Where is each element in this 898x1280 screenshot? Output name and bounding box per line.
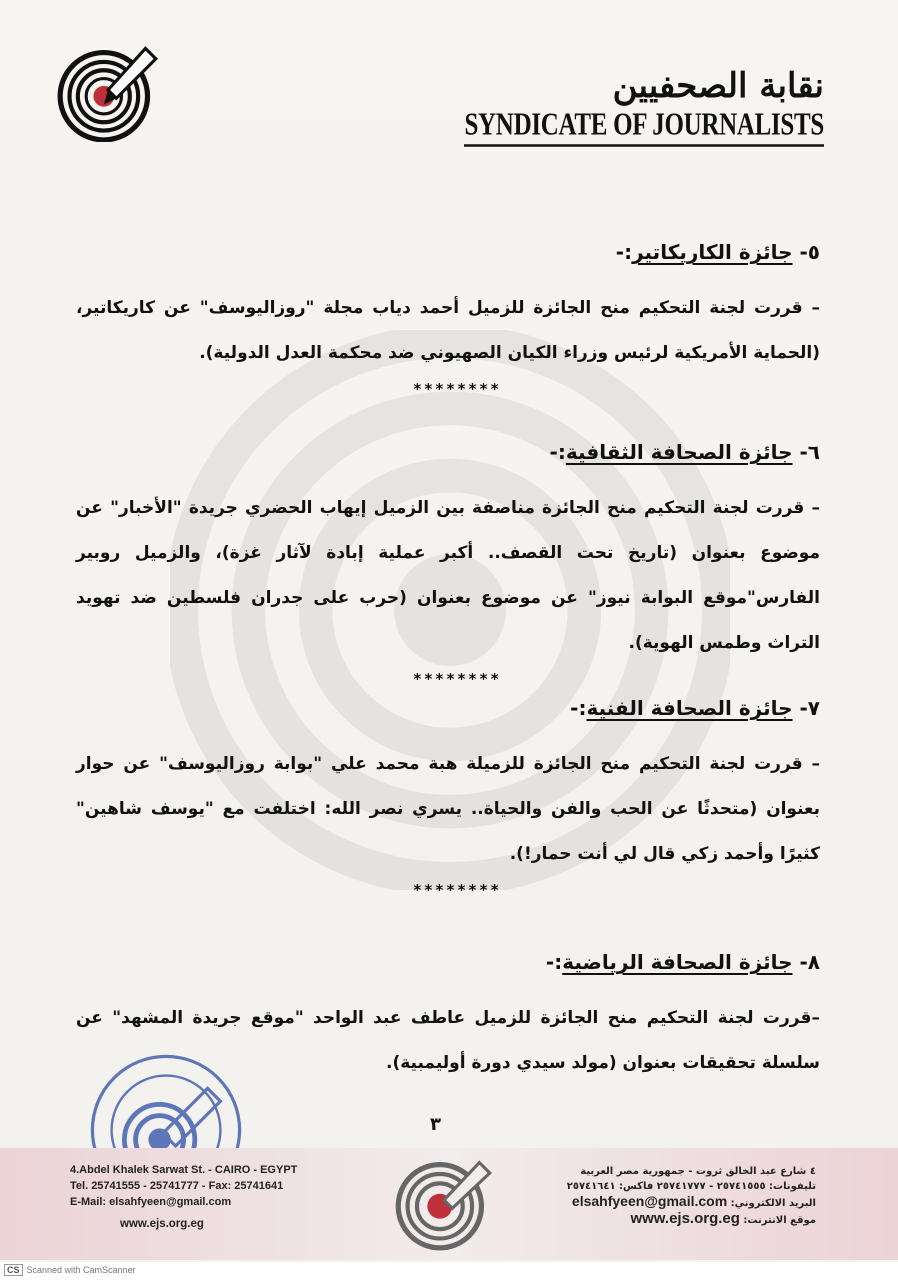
footer-address-ar: ٤ شارع عبد الخالق ثروت - جمهورية مصر العربية bbox=[580, 1166, 816, 1177]
footer-website[interactable]: www.ejs.org.eg bbox=[120, 1218, 204, 1230]
separator-stars: ******** bbox=[412, 881, 502, 899]
section-title: جائزة الصحافة الثقافية bbox=[565, 440, 793, 464]
section-title-suffix: :- bbox=[545, 950, 563, 974]
section-heading bbox=[76, 946, 820, 978]
syndicate-logo-icon bbox=[56, 38, 160, 142]
brand-arabic: نقابة الصحفيين bbox=[612, 66, 824, 106]
section-caricature bbox=[76, 236, 820, 398]
footer-phones-ar: تليفونات: ٢٥٧٤١٥٥٥ - ٢٥٧٤١٧٧٧ فاكس: ٢٥٧٤١٦٤١ bbox=[566, 1181, 816, 1192]
section-art-journalism bbox=[76, 692, 820, 899]
footer-contact-english bbox=[70, 1162, 297, 1232]
camscanner-icon: CS bbox=[4, 1264, 23, 1276]
section-heading bbox=[76, 436, 820, 468]
footer-address: 4.Abdel Khalek Sarwat St. - CAIRO - EGYPT bbox=[70, 1164, 298, 1176]
section-title: جائزة الصحافة الفنية bbox=[586, 696, 793, 720]
section-number: ٨- bbox=[792, 950, 820, 974]
section-paragraph: – قررت لجنة التحكيم منح الجائزة للزميلة هبة محمد علي "بوابة روزاليوسف" عن حوار بعنوان (متحدثًا عن الحب والفن والحياة.. يسري نصر الله: اختلفت مع "يوسف شاهين" كثيرًا وأحمد زكي قال لي أنت حمار!). bbox=[76, 754, 820, 864]
section-cultural-journalism bbox=[76, 436, 820, 688]
brand-english: SYNDICATE OF JOURNALISTS bbox=[464, 108, 824, 147]
brand-block bbox=[464, 66, 824, 142]
page-number: ٣ bbox=[430, 1114, 441, 1135]
section-title-suffix: :- bbox=[570, 696, 587, 720]
separator-stars: ******** bbox=[412, 670, 502, 688]
footer-web-label-ar: موقع الانترنت: bbox=[739, 1215, 816, 1226]
footer-email-label-ar: البريد الالكتروني: bbox=[727, 1198, 816, 1209]
section-title-suffix: :- bbox=[615, 240, 633, 264]
section-number: ٧- bbox=[792, 696, 820, 720]
footer-website-ar[interactable]: www.ejs.org.eg bbox=[630, 1210, 740, 1227]
section-heading bbox=[76, 692, 820, 724]
scanner-watermark bbox=[4, 1264, 136, 1276]
footer-logo-icon bbox=[392, 1148, 496, 1252]
section-heading bbox=[76, 236, 820, 268]
section-title: جائزة الكاريكاتير bbox=[632, 240, 793, 264]
footer-phones: Tel. 25741555 - 25741777 - Fax: 25741641 bbox=[70, 1180, 284, 1192]
footer-email[interactable]: E-Mail: elsahfyeen@gmail.com bbox=[70, 1196, 232, 1208]
section-paragraph: – قررت لجنة التحكيم منح الجائزة مناصفة بين الزميل إيهاب الحضري جريدة "الأخبار" عن موضوع بعنوان (تاريخ تحت القصف.. أكبر عملية إبادة لآثار غزة)، والزميل روبير الفارس"موقع البوابة نيوز" عن موضوع بعنوان (حرب على جدران فلسطين ضد تهويد التراث وطمس الهوية). bbox=[76, 498, 820, 653]
footer-email-ar[interactable]: elsahfyeen@gmail.com bbox=[571, 1193, 728, 1209]
separator-stars: ******** bbox=[412, 380, 502, 398]
footer-contact-arabic bbox=[567, 1164, 816, 1228]
scanner-text: Scanned with CamScanner bbox=[26, 1265, 136, 1275]
section-number: ٥- bbox=[792, 240, 820, 264]
section-title: جائزة الصحافة الرياضية bbox=[562, 950, 793, 974]
section-title-suffix: :- bbox=[549, 440, 566, 464]
section-paragraph: –قررت لجنة التحكيم منح الجائزة للزميل عاطف عبد الواحد "موقع جريدة المشهد" عن سلسلة تحقيقات بعنوان (مولد سيدي دورة أوليمبية). bbox=[76, 1008, 820, 1073]
section-paragraph: – قررت لجنة التحكيم منح الجائزة للزميل أحمد دياب مجلة "روزاليوسف" عن كاريكاتير، (الحماية الأمريكية لرئيس وزراء الكيان الصهيوني ضد محكمة العدل الدولية). bbox=[76, 298, 820, 363]
section-number: ٦- bbox=[792, 440, 820, 464]
